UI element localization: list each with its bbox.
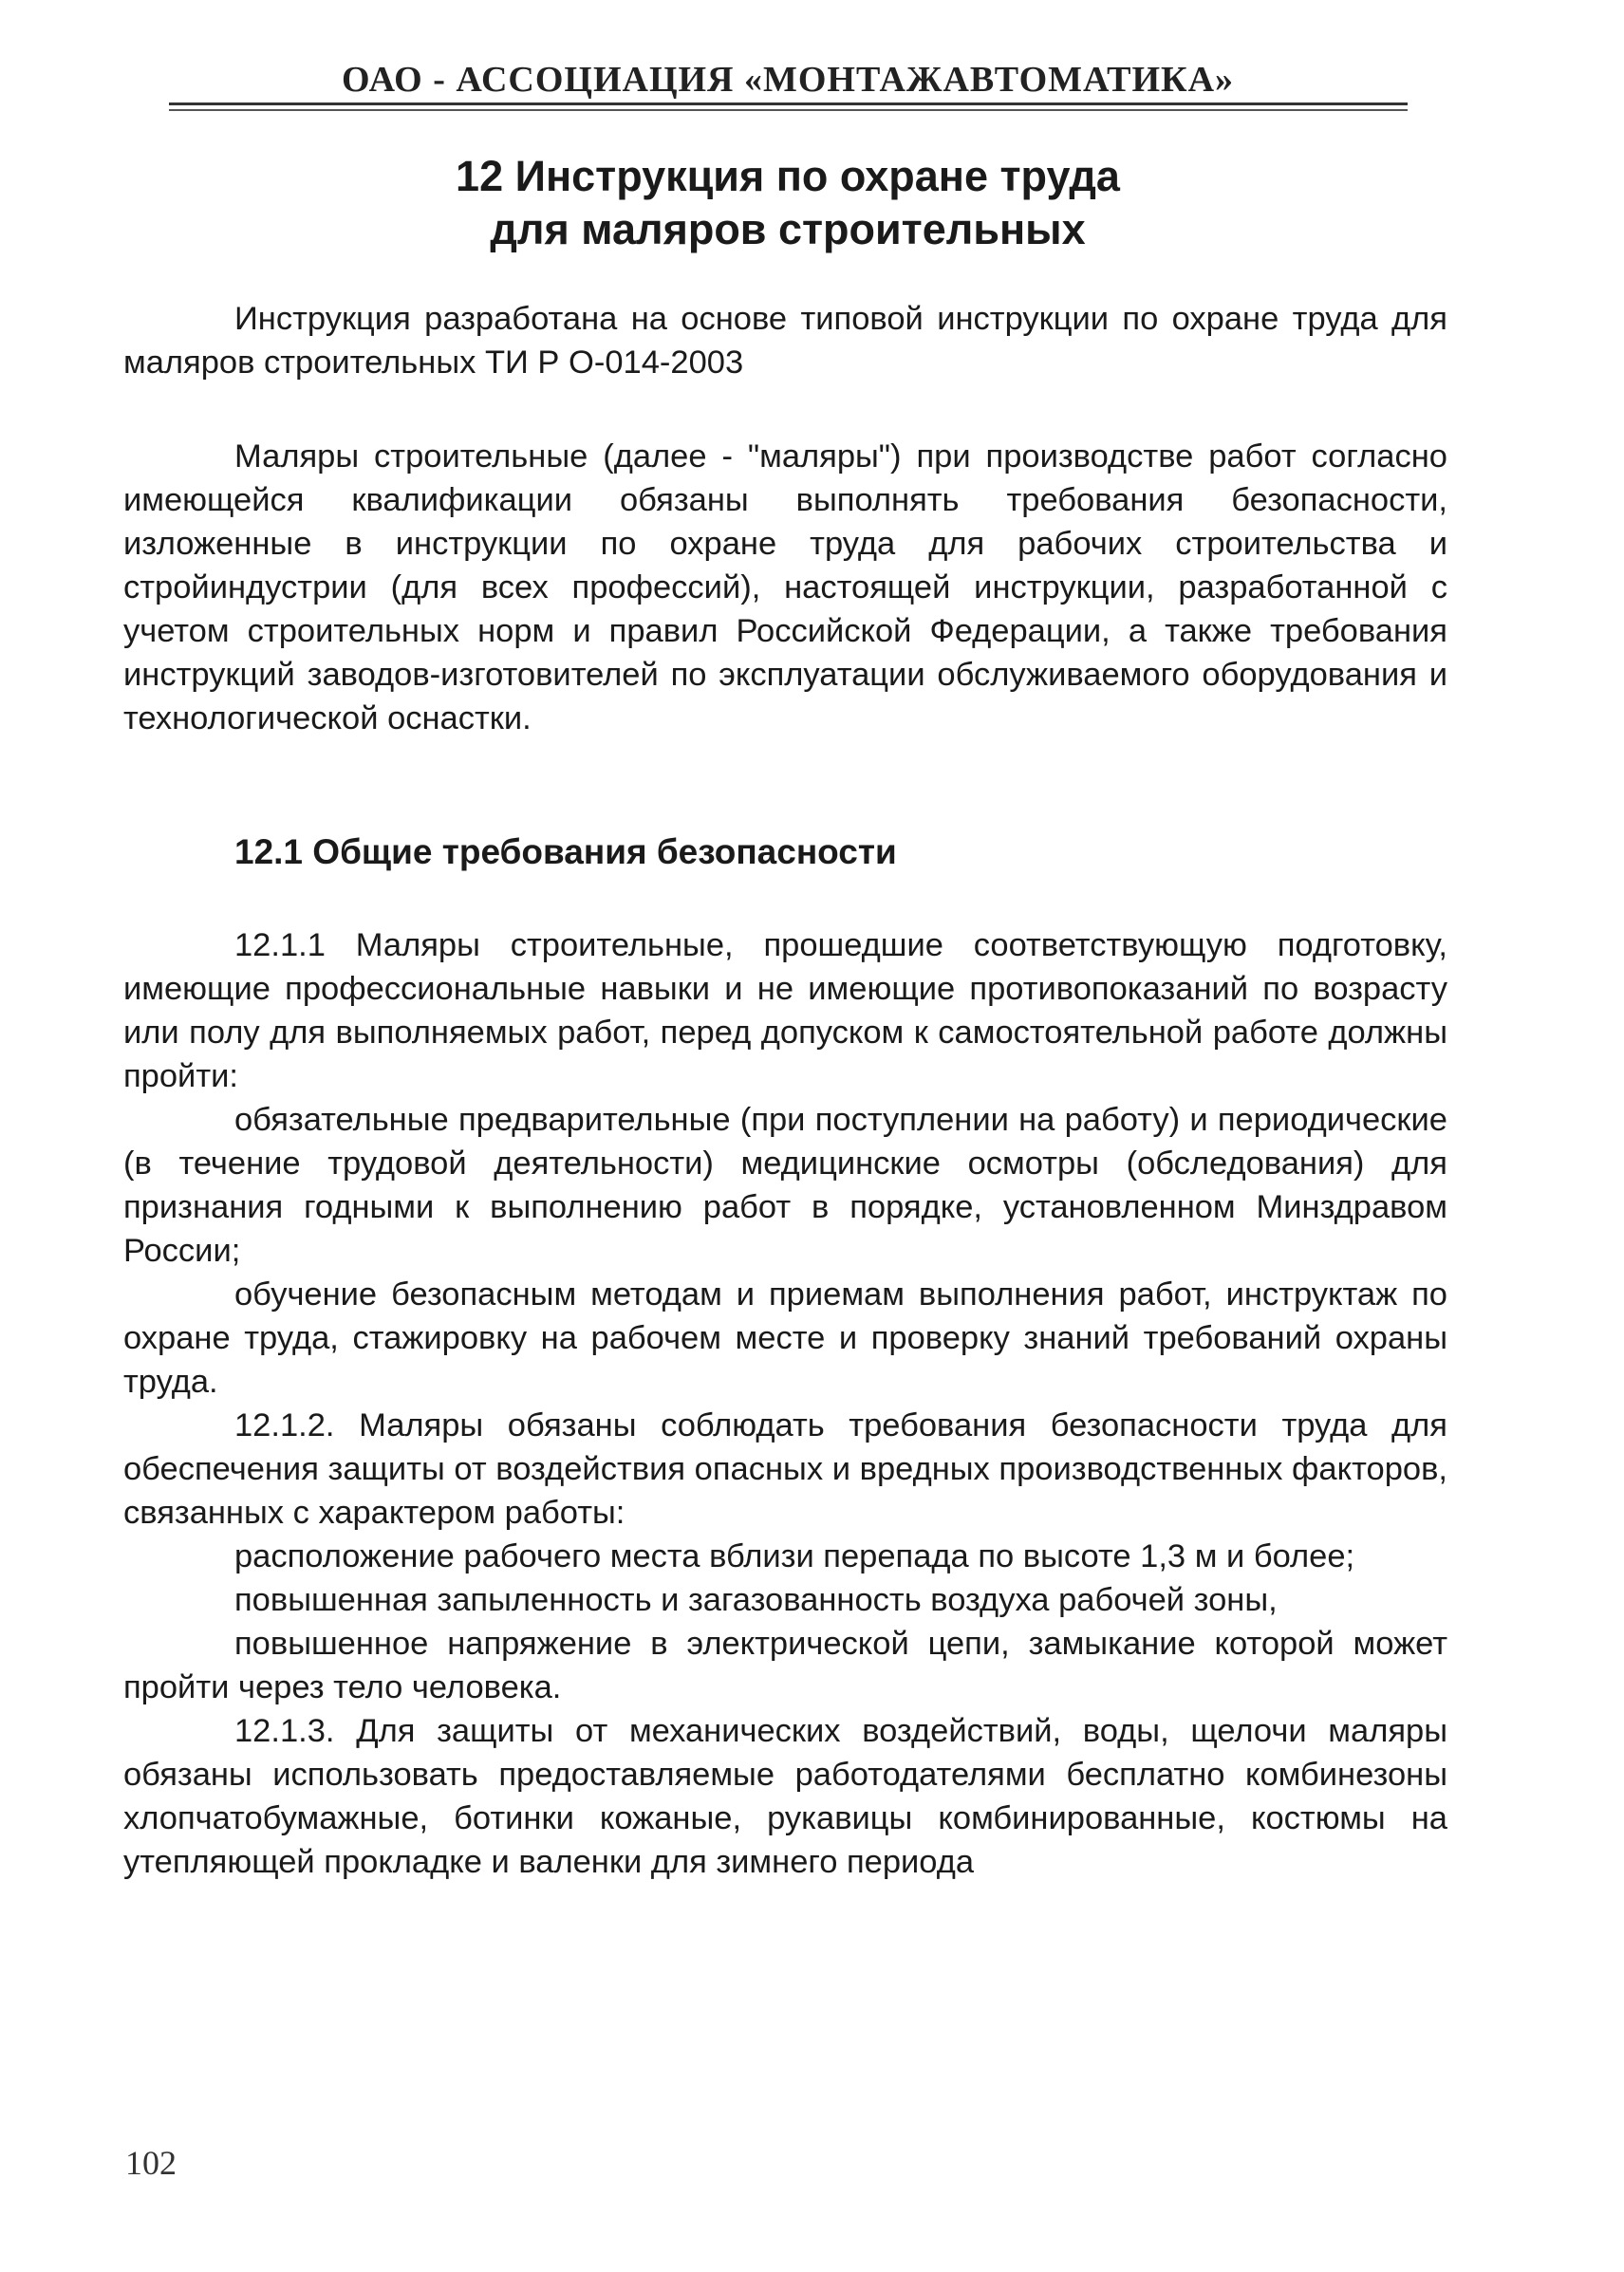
paragraph-12-1-2: 12.1.2. Маляры обязаны соблюдать требования безопасности труда для обеспечения защиты от воздействия опасных и вредных производственных факторов, связанных с характером работы: — [123, 1407, 1447, 1531]
intro-block-2 — [123, 435, 1447, 740]
intro-paragraph-2: Маляры строительные (далее - "маляры") при производстве работ согласно имеющейся квалификации обязаны выполнять требования безопасности, изложенные в инструкции по охране труда для рабочих строительства и стройиндустрии (для всех профессий), настоящей инструкции, разработанной с учетом строительных норм и правил Российской Федерации, а также требования инструкций заводов-изготовителей по эксплуатации обслуживаемого оборудования и технологической оснастки. — [123, 438, 1447, 736]
running-header: ОАО - АССОЦИАЦИЯ «МОНТАЖАВТОМАТИКА» — [341, 60, 1235, 100]
document-title — [166, 150, 1409, 256]
header-rule-thin — [169, 109, 1408, 111]
list-item-dust: повышенная запыленность и загазованность воздуха рабочей зоны, — [234, 1582, 1278, 1618]
section-body — [123, 923, 1447, 1884]
intro-paragraph-1: Инструкция разработана на основе типовой инструкции по охране труда для маляров строительных ТИ Р О-014-2003 — [123, 301, 1447, 381]
list-item-training: обучение безопасным методам и приемам выполнения работ, инструктаж по охране труда, стажировку на рабочем месте и проверку знаний требований охраны труда. — [123, 1276, 1447, 1400]
header-rule-thick — [169, 102, 1408, 105]
title-line-2: для маляров строительных — [490, 205, 1086, 253]
list-item-height: расположение рабочего места вблизи перепада по высоте 1,3 м и более; — [234, 1538, 1355, 1574]
list-item-voltage: повышенное напряжение в электрической цепи, замыкание которой может пройти через тело человека. — [123, 1626, 1447, 1705]
page-number: 102 — [125, 2144, 177, 2182]
paragraph-12-1-3: 12.1.3. Для защиты от механических воздействий, воды, щелочи маляры обязаны использовать предоставляемые работодателями бесплатно комбинезоны хлопчатобумажные, ботинки кожаные, рукавицы комбинированные, костюмы на утепляющей прокладке и валенки для зимнего периода — [123, 1713, 1447, 1880]
title-line-1: 12 Инструкция по охране труда — [456, 152, 1120, 200]
intro-block — [123, 297, 1447, 384]
paragraph-12-1-1: 12.1.1 Маляры строительные, прошедшие соответствующую подготовку, имеющие профессиональные навыки и не имеющие противопоказаний по возрасту или полу для выполняемых работ, перед допуском к самостоятельной работе должны пройти: — [123, 927, 1447, 1094]
section-heading: 12.1 Общие требования безопасности — [234, 832, 897, 871]
list-item-medical: обязательные предварительные (при поступлении на работу) и периодические (в течение трудовой деятельности) медицинские осмотры (обследования) для признания годными к выполнению работ в порядке, установленном Минздравом России; — [123, 1102, 1447, 1269]
